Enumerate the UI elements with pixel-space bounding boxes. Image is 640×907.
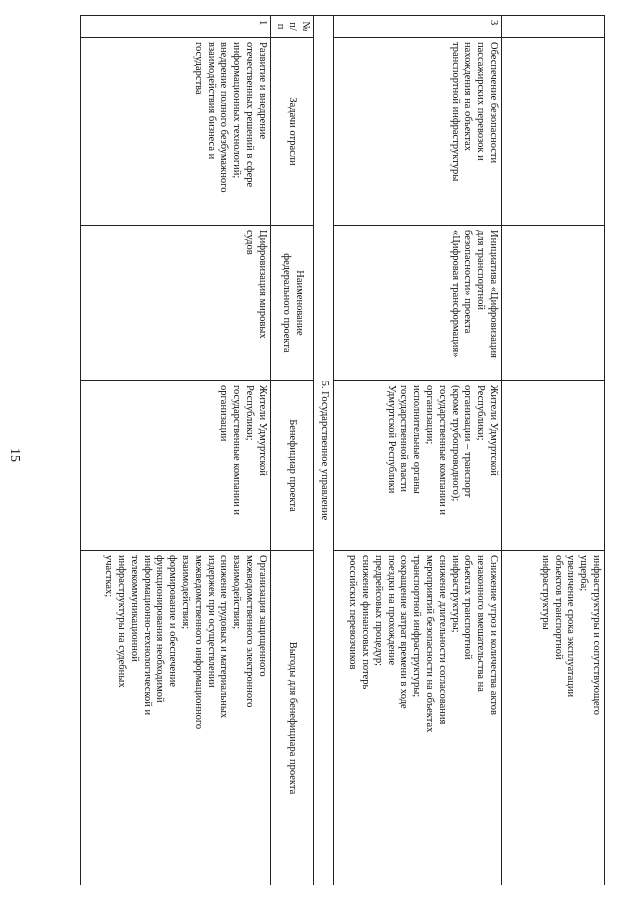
text-line: Обеспечение безопасности [488,42,499,164]
table-row-continuation [502,16,605,886]
text-line: межведомственного электронного [244,555,256,708]
text-line: снижение финансовых потерь [360,555,372,690]
text-line: участках; [103,555,115,598]
rotated-table-area [35,15,605,885]
text-line: функционирования необходимой [154,555,166,703]
header-row [270,16,313,886]
text-line: «Цифровая трансформация» [449,230,461,358]
cell-task [334,38,502,226]
text-line: межведомственного информационного [192,555,204,730]
text-line: поездки на прохождение [385,555,397,666]
header-num [270,16,313,38]
text-line: инфраструктуры; [449,555,461,633]
cell-benefits [502,551,605,886]
text-line: Наименование [293,270,305,336]
text-line: сокращение затрат времени в ходе [398,555,410,709]
cell-project [502,226,605,381]
text-line: транспортной инфраструктуры [449,42,461,182]
text-line: объектов транспортной [552,555,564,660]
text-line: инфраструктуры на судебных [116,555,128,688]
table-row-3 [334,16,502,886]
text-line: транспортной инфраструктуры; [411,555,423,698]
text-line: Жители Удмуртской [488,385,499,476]
text-line: внедрение полного безбумажного [218,42,230,193]
text-line: Инициатива «Цифровизация [488,230,499,358]
text-line: Организация защищенного [256,555,268,677]
cell-task [502,38,605,226]
text-line: государственной власти [398,385,410,493]
text-line: предрейсовых процедур; [372,555,384,667]
cell-beneficiary [80,381,270,551]
text-line: организации – транспорт [462,385,474,498]
cell-beneficiary [502,381,605,551]
header-benefits: Выгоды для бенефициара проекта [270,551,313,886]
text-line: безопасности» проекта [462,230,474,334]
header-beneficiary: Бенефициар проекта [270,381,313,551]
text-line: объектах транспортной [462,555,474,660]
cell-num: 3 [334,16,502,38]
text-line: п/п [274,22,299,31]
text-line: взаимодействия; [231,555,243,630]
text-line: мероприятий безопасности на объектах [424,555,436,733]
text-line: Жители Удмуртской [256,385,268,476]
cell-num [502,16,605,38]
text-line: государственные компании и [231,385,243,515]
header-task: Задачи отрасли [270,38,313,226]
text-line: организации [218,385,230,442]
text-line: государственные компании и [436,385,448,515]
text-line: исполнительные органы [411,385,423,494]
text-line: снижение длительности согласования [436,555,448,725]
text-line: пассажирских перевозок и [475,42,487,161]
text-line: № [300,21,312,32]
text-line: телекоммуникационной [128,555,140,662]
text-line: увеличение срока эксплуатации [565,555,577,698]
cell-project [80,226,270,381]
text-line: нахождения на объектах [462,42,474,151]
text-line: государства [192,42,204,95]
text-line: российских перевозчиков [347,555,359,670]
text-line: информационных технологий; [231,42,243,179]
text-line: для транспортной [475,230,487,311]
text-line: (кроме трубопроводного); [449,385,461,502]
page-content [35,15,605,885]
text-line: судов [244,230,256,255]
text-line: информационно-технологической и [141,555,153,716]
text-line: отечественных решений в сфере [244,42,256,188]
text-line: Удмуртской Республики [385,385,397,494]
text-line: Развитие и внедрение [256,42,268,140]
text-line: незаконного вмешательства на [475,555,487,692]
projects-table [80,15,605,885]
cell-project [334,226,502,381]
cell-task [80,38,270,226]
text-line: инфраструктуры и сопутствующего [591,555,602,716]
text-line: Республики; [244,385,256,441]
section-title: 5. Государственное управление [314,16,334,886]
text-line: издержек при осуществлении [205,555,217,688]
cell-benefits [334,551,502,886]
cell-num: 1 [80,16,270,38]
text-line: федерального проекта [281,253,293,353]
cell-benefits [80,551,270,886]
text-line: Республики; [475,385,487,441]
text-line: инфраструктуры [539,555,551,630]
text-line: ущерба; [578,555,590,592]
text-line: снижение трудовых и материальных [218,555,230,719]
text-line: Цифровизация мировых [256,230,268,339]
text-line: взаимодействия бизнеса и [205,42,217,160]
text-line: организации; [424,385,436,445]
text-line: Снижение угроз и количества актов [488,555,499,715]
text-line: взаимодействия; [180,555,192,630]
section-row [314,16,334,886]
page-number: 15 [7,447,22,462]
header-project [270,226,313,381]
table-row-1 [80,16,270,886]
cell-beneficiary [334,381,502,551]
text-line: формирование и обеспечение [167,555,179,688]
